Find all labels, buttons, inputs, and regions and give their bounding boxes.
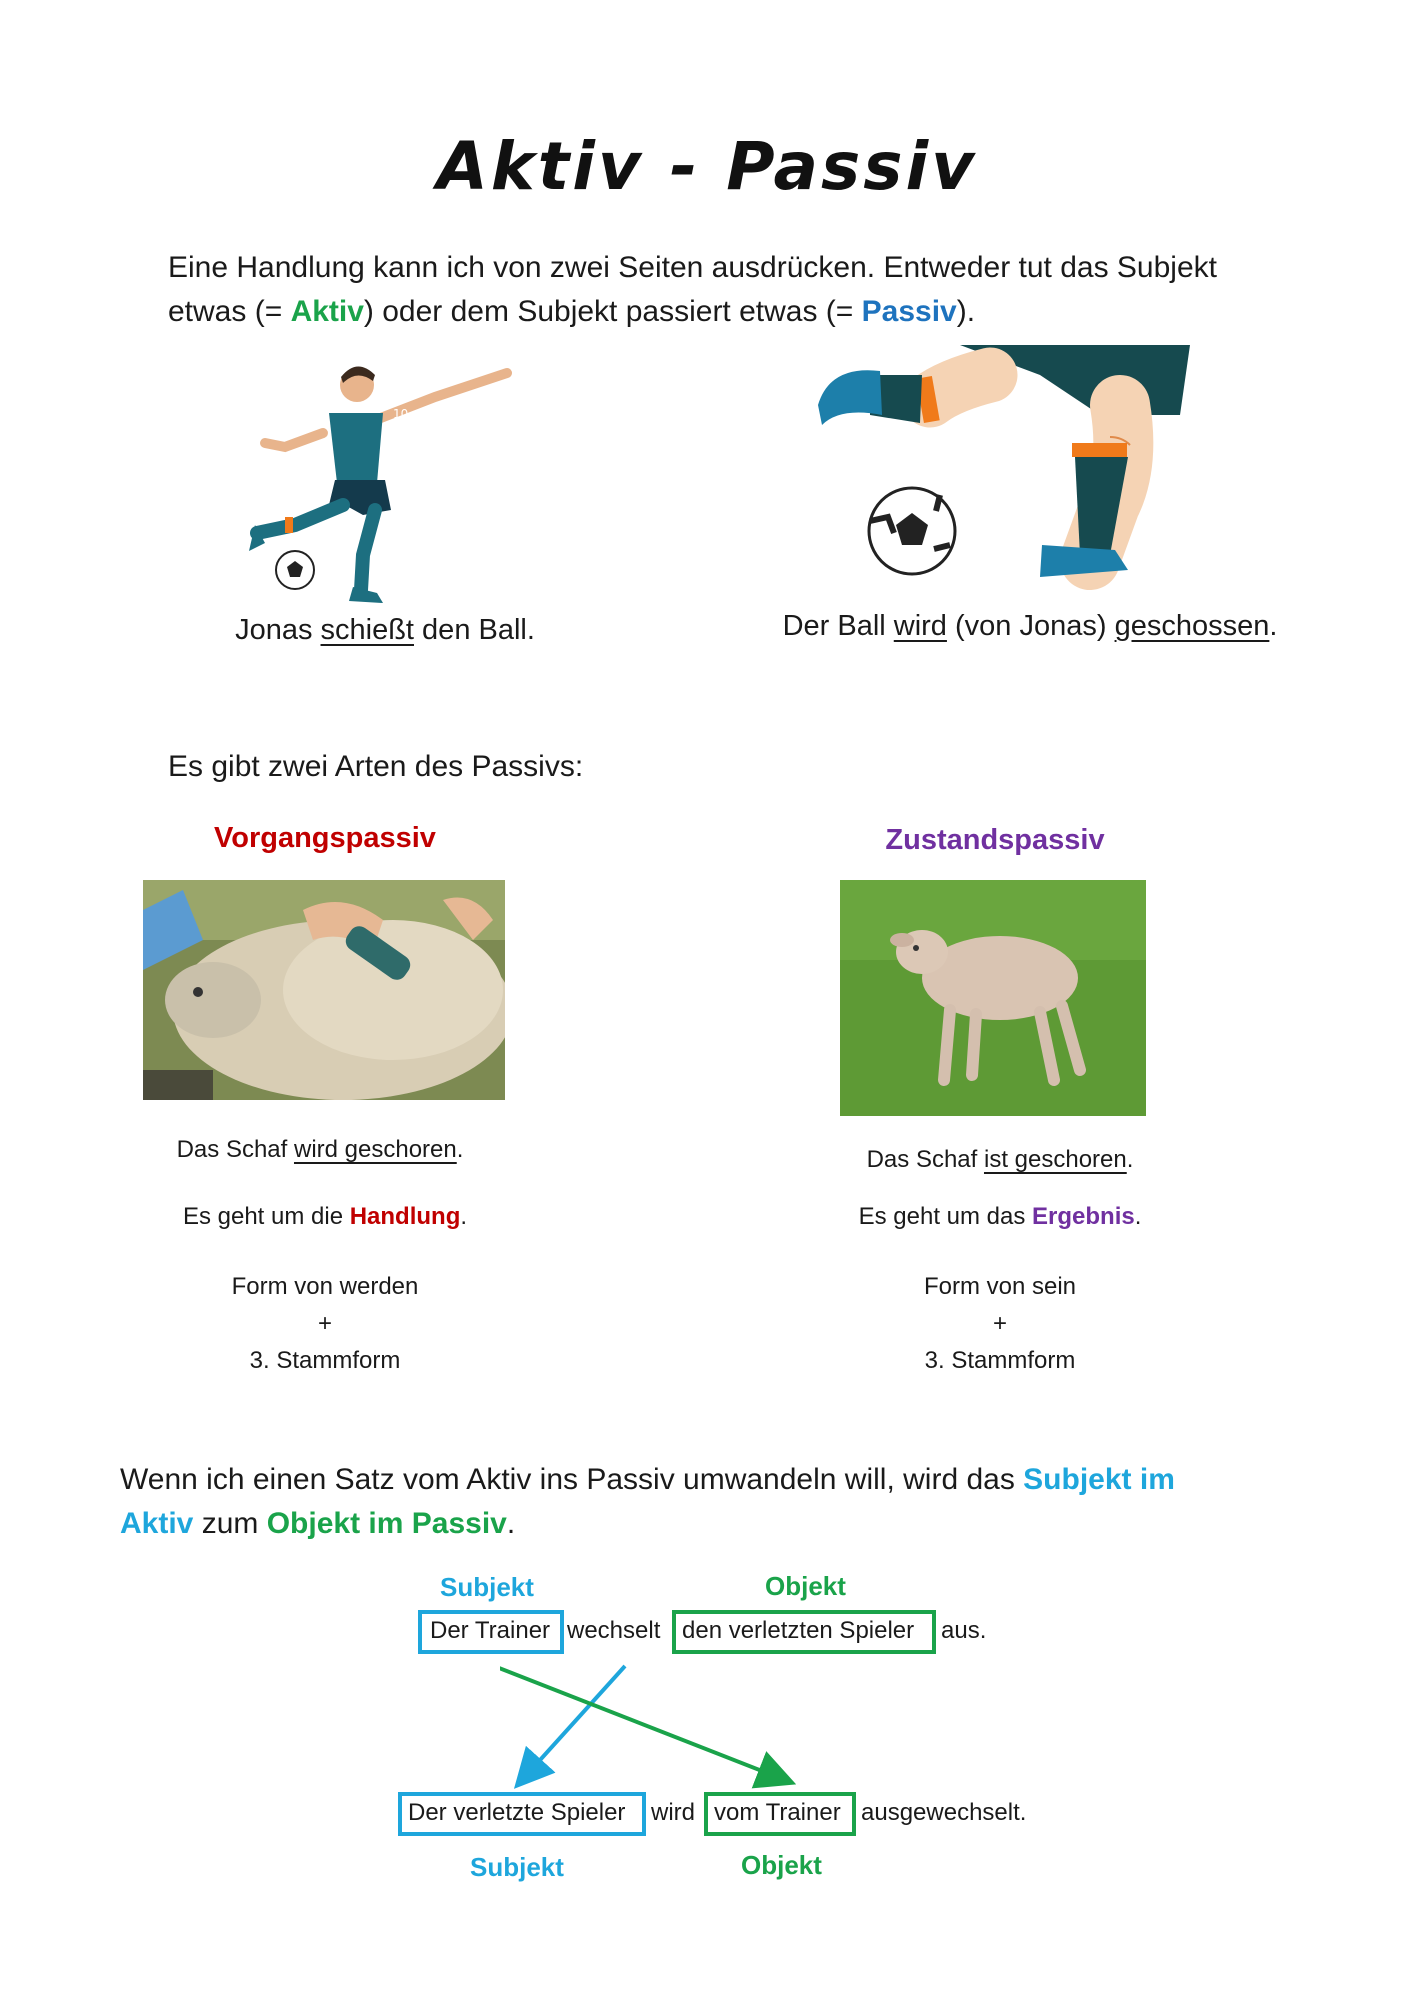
intro-line1: Eine Handlung kann ich von zwei Seiten ausdrücken. Entweder tut das Subjekt [168,251,1217,284]
passive-example-c: . [1269,610,1278,642]
transform-line2-b: zum [193,1507,267,1540]
swap-arrows [500,1660,820,1790]
top-subject-label: Subjekt [440,1572,534,1602]
bottom-subject-text: Der verletzte Spieler [408,1799,626,1826]
zustand-focus-b: . [1134,1203,1142,1230]
vorgang-form2: 3. Stammform [249,1347,401,1374]
zustand-form2: 3. Stammform [924,1347,1076,1374]
soccer-player-image [245,355,525,605]
bottom-aux-text: wird [651,1799,696,1826]
vorgang-focus [140,1203,510,1231]
passive-example-a: Der Ball [782,610,894,642]
vorgang-sentence [140,1136,500,1164]
passive-example-aux: wird [893,610,947,642]
zustand-plus: + [992,1310,1007,1337]
transform-paragraph [120,1458,1320,1546]
page-title: Aktiv - Passiv [436,128,978,205]
bottom-subject-label: Subjekt [470,1852,564,1882]
active-example-verb: schießt [320,614,414,646]
transform-line2-c: Objekt im Passiv [266,1507,507,1540]
zustandspassiv-heading: Zustandspassiv [885,824,1105,856]
intro-paragraph [168,246,1268,334]
zustand-sentence-verb: ist geschoren [983,1146,1127,1173]
vorgang-focus-word: Handlung [349,1203,461,1230]
top-object-text: den verletzten Spieler [682,1617,915,1644]
vorgang-sentence-a: Das Schaf [176,1136,294,1163]
active-example-sentence [200,614,570,647]
vorgangspassiv-heading: Vorgangspassiv [214,822,436,854]
zustand-focus [810,1203,1190,1231]
top-end-text: aus. [941,1617,987,1644]
top-subject-text: Der Trainer [430,1617,551,1644]
passive-example-participle: geschossen [1114,610,1270,642]
shorn-lamb-image [840,880,1146,1116]
aktiv-term: Aktiv [290,295,364,328]
zustand-focus-a: Es geht um das [858,1203,1033,1230]
zustand-sentence-a: Das Schaf [866,1146,984,1173]
zustand-formula [855,1268,1145,1379]
bottom-object-label: Objekt [741,1850,822,1880]
kinds-intro: Es gibt zwei Arten des Passivs: [168,750,584,783]
vorgang-form1: Form von werden [231,1273,419,1300]
vorgang-plus: + [317,1310,332,1337]
intro-line2-c: ). [956,295,976,328]
svg-text:10: 10 [393,407,409,421]
active-example-a: Jonas [235,614,321,646]
arrow-subject-to-object [500,1666,785,1780]
zustand-sentence [810,1146,1190,1174]
intro-line2-a: etwas (= [168,295,291,328]
vorgang-focus-a: Es geht um die [182,1203,350,1230]
zustand-focus-word: Ergebnis [1032,1203,1135,1230]
zustand-sentence-b: . [1126,1146,1134,1173]
zustand-form1: Form von sein [923,1273,1077,1300]
vorgang-sentence-verb: wird geschoren [293,1136,457,1163]
vorgang-focus-b: . [460,1203,468,1230]
transform-line2-a: Aktiv [120,1507,194,1540]
passive-example-sentence [750,610,1310,643]
passive-example-b: (von Jonas) [946,610,1115,642]
passiv-term: Passiv [861,295,957,328]
transform-line1-a: Wenn ich einen Satz vom Aktiv ins Passiv umwandeln will, wird das [120,1463,1024,1496]
top-object-label: Objekt [765,1571,846,1601]
sheep-shearing-image [143,880,505,1100]
vorgang-sentence-b: . [456,1136,464,1163]
vorgang-formula [180,1268,470,1379]
transform-line1-b: Subjekt im [1023,1463,1175,1496]
active-example-b: den Ball. [414,614,535,646]
bottom-end-text: ausgewechselt. [861,1799,1027,1826]
intro-line2-b: ) oder dem Subjekt passiert etwas (= [363,295,862,328]
kicking-legs-image [810,345,1190,595]
transform-line2-d: . [506,1507,516,1540]
bottom-object-text: vom Trainer [714,1799,841,1826]
top-verb-text: wechselt [567,1617,661,1644]
